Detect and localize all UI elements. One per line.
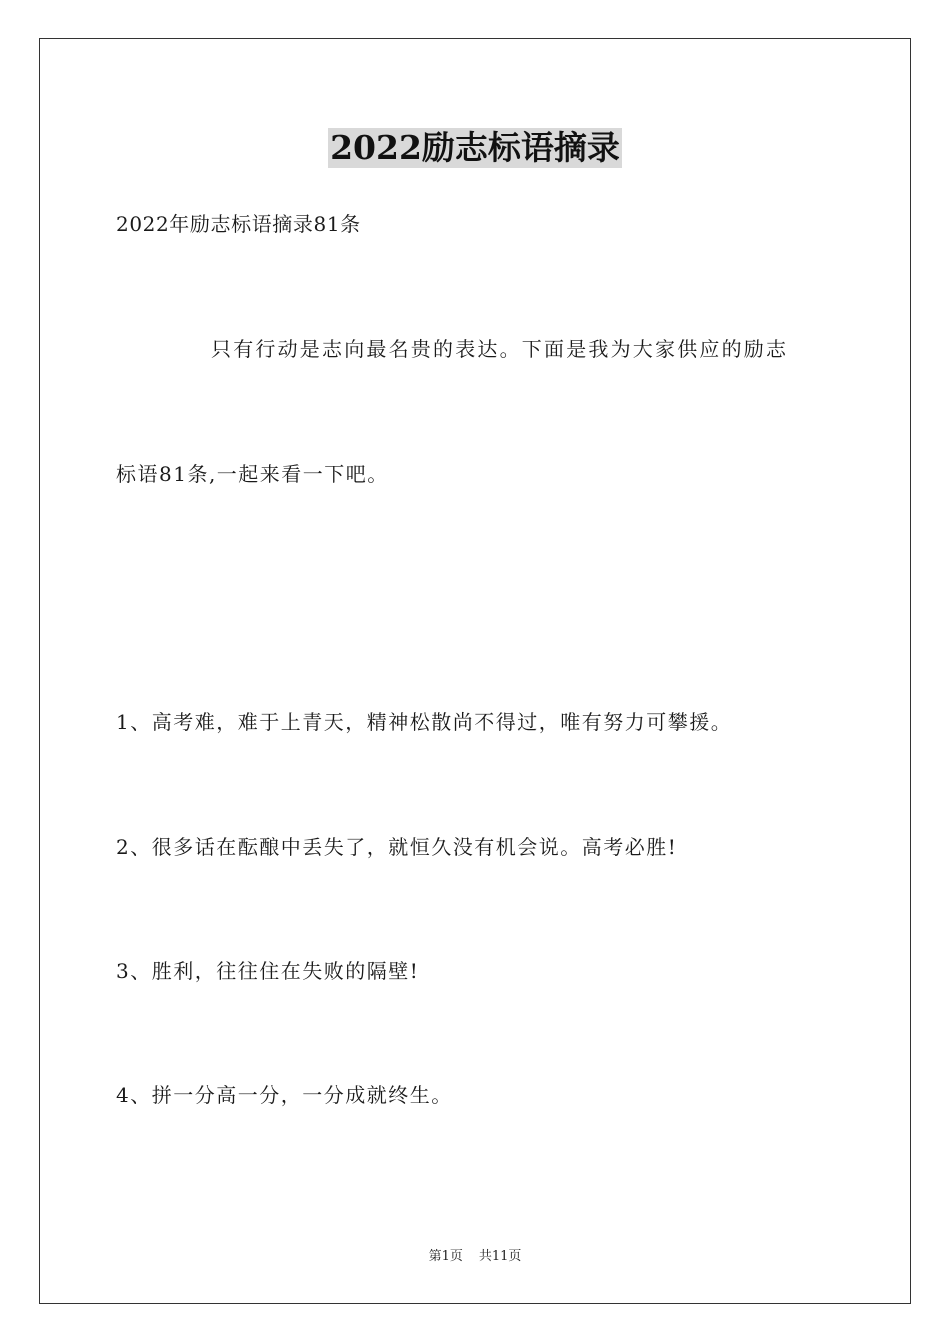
slogan-item-1: 1、高考难，难于上青天，精神松散尚不得过，唯有努力可攀援。 [116,710,733,734]
document-subtitle: 2022年励志标语摘录81条 [116,212,361,236]
page-footer [0,1248,950,1266]
slogan-item-2: 2、很多话在酝酿中丢失了，就恒久没有机会说。高考必胜! [116,835,678,859]
intro-paragraph-line-1: 只有行动是志向最名贵的表达。下面是我为大家供应的励志 [211,337,789,361]
page-number-current: 第1页 [428,1249,463,1264]
page-number-total: 共11页 [478,1249,522,1264]
slogan-item-4: 4、拼一分高一分，一分成就终生。 [116,1083,453,1107]
intro-paragraph-line-2: 标语81条,一起来看一下吧。 [116,462,389,486]
document-title: 2022励志标语摘录 [330,128,620,167]
slogan-item-3: 3、胜利，往往住在失败的隔壁! [116,959,420,983]
title-container [0,128,950,168]
